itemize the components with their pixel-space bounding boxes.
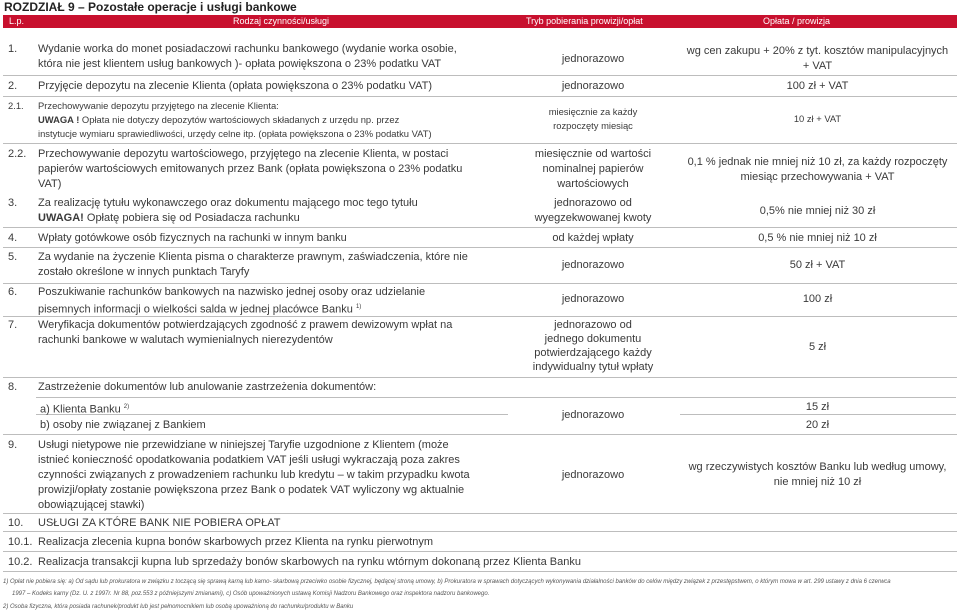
row-number: 2.1. [8,100,24,111]
row-text-main: pisemnych informacji o wielkości salda w jednej placówce Banku [38,303,353,316]
row-text: Weryfikacja dokumentów potwierdzających zgodność z prawem dewizowym wpłat na [38,319,453,331]
row-text: prowizji/opłaty zostanie powiększona przez Bank o podatek VAT wyliczony wg aktualnie [38,484,465,496]
row-divider [680,414,956,415]
row-fee: 100 zł [802,293,833,305]
row-text: Poszukiwanie rachunków bankowych na nazwisko jednej osoby oraz udzielanie [38,286,426,298]
row-number: 1. [8,43,18,55]
row-tryb: jednego dokumentu [544,333,642,345]
row-number: 10.2. [8,556,33,568]
row-number: 6. [8,286,18,298]
row-divider [3,377,957,378]
row-tryb: jednorazowo [561,53,625,65]
row-divider [3,283,957,284]
row-text: Przyjęcie depozytu na zlecenie Klienta (opłata powiększona o 23% podatku VAT) [38,80,432,92]
row-text: istnieć konieczność opodatkowania podatkiem VAT jeśli usługi wykraczają poza zakres [38,454,460,466]
row-fee: 0,5% nie mniej niż 30 zł [759,205,876,217]
footnote-ref: 1) [355,304,362,310]
row-fee: 10 zł + VAT [793,113,842,124]
row-divider [3,96,957,97]
row-fee: 0,1 % jednak nie mniej niż 10 zł, za każdy rozpoczęty [687,156,948,168]
row-fee: miesiąc przechowywania + VAT [740,171,895,183]
row-divider [3,513,957,514]
row-text: papierów wartościowych emitowanych przez Bank (opłata powiększona o 23% podatku [38,163,463,175]
row-text: Przechowywanie depozytu wartościowego, przyjętego na zlecenie Klienta, w postaci [38,148,449,160]
row-text: która nie jest klientem usług bankowych )- opłata powiększona o 23% podatku VAT [38,58,442,70]
row-tryb: nominalnej papierów [542,163,644,175]
row-text: obowiązującej stawki) [38,499,145,511]
footnote: 1) Opłat nie pobiera się: a) Od sądu lub prokuratora w związku z toczącą się sprawą karną lub karno- skarbową przeciwko osobie fizycznej, będącej stroną umowy, b) Prokuratora w sprawach dotyczących wykonywania działalności banków do celów między związek z przestępstwem, o którym mowa w art. 299 ustawy z dnia 6 czerwca [3,579,891,585]
row-fee: nie mniej niż 10 zł [773,476,862,488]
uwaga-label: UWAGA! [38,212,84,224]
row-subitem [40,400,129,417]
row-number: 10.1. [8,536,33,548]
row-tryb: wyegzekwowanej kwoty [534,212,652,224]
row-divider [3,571,957,572]
row-divider [3,75,957,76]
uwaga-label: UWAGA ! [38,114,80,125]
row-fee: 15 zł [805,401,830,413]
row-text: Realizacja transakcji kupna lub sprzedaży bonów skarbowych na rynku wtórnym dokonaną przez Klienta Banku [38,556,581,568]
row-fee: 5 zł [808,341,827,353]
row-number: 4. [8,232,18,244]
row-tryb: jednorazowo od [554,197,632,209]
row-text: Wpłaty gotówkowe osób fizycznych na rachunki w innym banku [38,232,347,244]
row-fee: 0,5 % nie mniej niż 10 zł [758,232,877,244]
row-number: 7. [8,319,18,331]
row-tryb: jednorazowo [561,259,625,271]
row-tryb: miesięcznie od wartości [534,148,652,160]
header-lp: L.p. [9,16,25,26]
row-tryb: jednorazowo [561,293,625,305]
row-tryb: wartościowych [557,178,629,190]
row-divider [3,143,957,144]
footnote: 1997 – Kodeks karny (Dz. U. z 1997r. Nr 88, poz.553 z późniejszymi zmianami), c) Osób upoważnionych ustawą Komisji Nadzoru Bankowego oraz inspektora nadzoru bankowego. [12,591,490,597]
row-tryb: jednorazowo [561,469,625,481]
row-text: Usługi nietypowe nie przewidziane w niniejszej Taryfie uzgodnione z Klientem (może [38,439,449,451]
row-text: Za realizację tytułu wykonawczego oraz dokumentu mającego moc tego tytułu [38,197,418,209]
row-tryb: miesięcznie za każdy [548,106,638,117]
row-divider [3,531,957,532]
row-fee: 100 zł + VAT [786,80,849,92]
row-divider [3,227,957,228]
row-number: 3. [8,197,18,209]
row-number: 5. [8,251,18,263]
row-number: 2. [8,80,18,92]
row-text: zostało określone w innych punktach Taryfy [38,266,250,278]
subitem-a: a) Klienta Banku [40,403,121,416]
row-number: 8. [8,381,18,393]
row-text: Za wydanie na życzenie Klienta pisma o charakterze prawnym, zaświadczenia, które nie [38,251,468,263]
chapter-title: ROZDZIAŁ 9 – Pozostałe operacje i usługi bankowe [4,0,297,14]
row-fee: 20 zł [805,419,830,431]
row-fee: wg cen zakupu + 20% z tyt. kosztów manipulacyjnych [686,45,949,57]
row-number: 10. [8,517,24,529]
row-tryb: rozpoczęty miesiąc [553,120,633,131]
row-tryb: od każdej wpłaty [552,232,634,244]
row-tryb: potwierdzającego każdy [534,347,652,359]
row-tryb: jednorazowo [561,80,625,92]
header-tryb: Tryb pobierania prowizji/opłat [526,16,643,26]
row-text: Zastrzeżenie dokumentów lub anulowanie zastrzeżenia dokumentów: [38,381,377,393]
footnote-ref: 2) [123,404,130,410]
row-divider [3,434,957,435]
footnote: 2) Osoba fizyczna, która posiada rachunek/produkt lub jest pełnomocnikiem lub osobą upoważnioną do rachunku/produktu w Banku [3,604,354,610]
row-text-rest: Opłata nie dotyczy depozytów wartościowych składanych z urzędu np. przez [79,114,400,125]
row-divider [3,247,957,248]
row-tryb: jednorazowo od [554,319,632,331]
row-divider [3,551,957,552]
header-rodzaj: Rodzaj czynności/usługi [233,16,330,26]
row-divider [36,397,956,398]
row-subitem: b) osoby nie związanej z Bankiem [40,419,206,431]
row-text: Realizacja zlecenia kupna bonów skarbowych przez Klienta na rynku pierwotnym [38,536,433,548]
row-text: czynności związanych z prowadzeniem rachunku lub kredytu – w takim przypadku kwota [38,469,470,481]
row-number: 9. [8,439,18,451]
row-text: instytucje wymiaru sprawiedliwości, urzędy celne itp. (opłata powiększona o 23% podatku VAT) [38,128,432,139]
row-text [38,114,399,127]
row-fee: wg rzeczywistych kosztów Banku lub według umowy, [688,461,947,473]
row-fee: + VAT [802,60,833,72]
row-number: 2.2. [8,148,27,160]
row-tryb: jednorazowo [561,409,625,421]
row-fee: 50 zł + VAT [789,259,846,271]
row-text: USŁUGI ZA KTÓRE BANK NIE POBIERA OPŁAT [38,517,281,529]
row-text: VAT) [38,178,62,190]
row-text-rest: Opłatę pobiera się od Posiadacza rachunku [83,212,300,224]
row-tryb: indywidualny tytuł wpłaty [532,361,654,373]
table-header [3,15,957,28]
row-text [38,300,361,317]
row-text [38,211,300,225]
row-text: Wydanie worka do monet posiadaczowi rachunku bankowego (wydanie worka osobie, [38,43,457,55]
row-text: rachunki bankowe w walutach wymienialnych nierezydentów [38,334,333,346]
row-text: Przechowywanie depozytu przyjętego na zlecenie Klienta: [38,100,279,111]
header-oplata: Opłata / prowizja [763,16,831,26]
